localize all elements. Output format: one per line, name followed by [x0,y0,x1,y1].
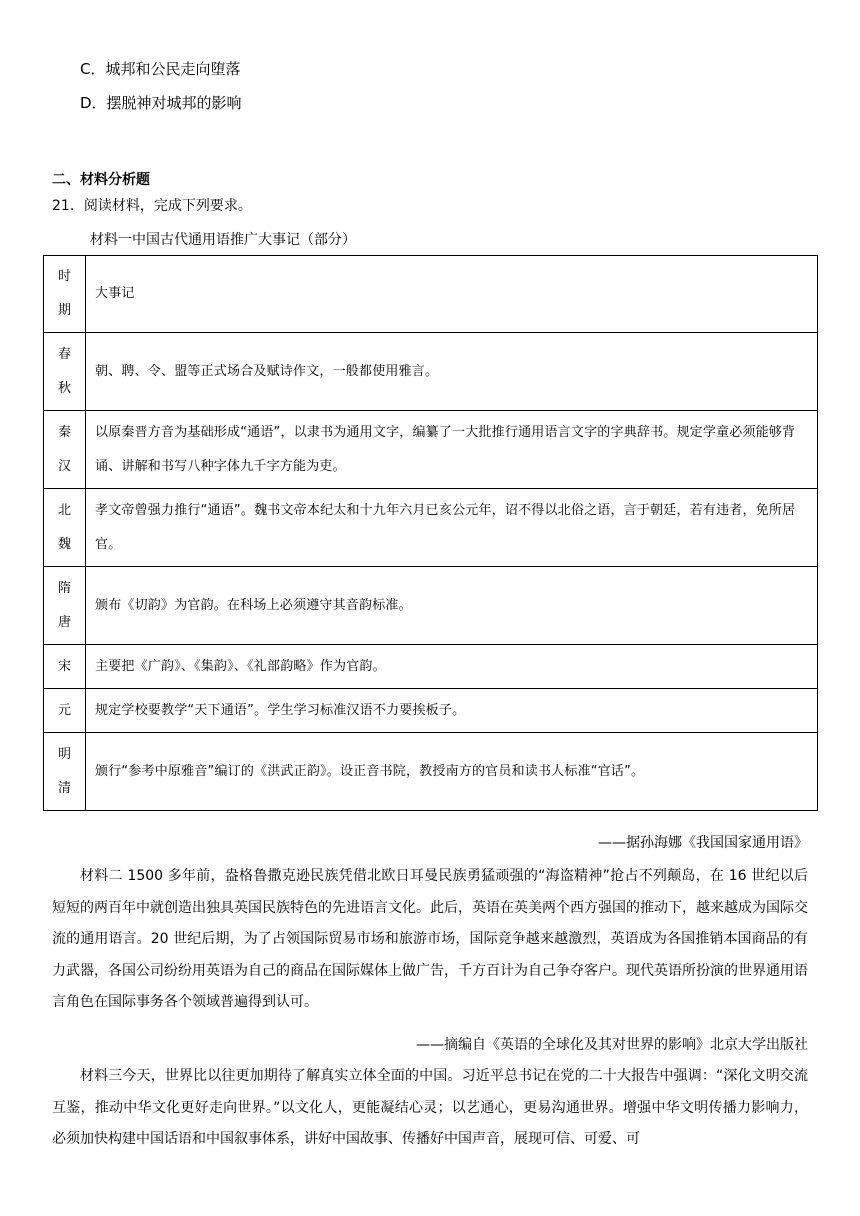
table-row [44,689,818,733]
question-21: 21．阅读材料，完成下列要求。 [52,198,252,214]
material2-text: 材料二 1500 多年前，盎格鲁撒克逊民族凭借北欧日耳曼民族勇猛顽强的“海盗精神”抢占不列颠岛，在 16 世纪以后短短的两百年中就创造出独具英国民族特色的先进语言文化。此后，英语在英美两个西方强国的推动下，越来越成为国际交流的通用语言。20 世纪后期，为了占领国际贸易市场和旅游市场，国际竞争越来越激烈，英语成为各国推销本国商品的有力武器，各国公司纷纷用英语为自己的商品在国际媒体上做广告，千方百计为自己争夺客户。现代英语所扮演的世界通用语言角色在国际事务各个领域普遍得到认可。 [52,868,808,1010]
row-period: 秦汉 [44,411,86,489]
material3-paragraph [52,1061,808,1156]
material2-source: ——摘编自《英语的全球化及其对世界的影响》北京大学出版社 [416,1037,808,1053]
row-period: 隋唐 [44,567,86,645]
header-period: 时期 [44,256,86,333]
row-period: 北魏 [44,489,86,567]
table-row [44,567,818,645]
row-text: 主要把《广韵》、《集韵》、《礼部韵略》作为官韵。 [86,645,818,689]
option-d: D．摆脱神对城邦的影响 [80,94,242,112]
table-row [44,411,818,489]
row-period: 明清 [44,733,86,811]
row-text: 规定学校要教学“天下通语”。学生学习标准汉语不力要挨板子。 [86,689,818,733]
table-row [44,733,818,811]
row-text: 孝文帝曾强力推行“通语”。魏书文帝本纪太和十九年六月已亥公元年，诏不得以北俗之语，言于朝廷，若有违者，免所居官。 [86,489,818,567]
row-period: 春秋 [44,333,86,411]
option-c: C．城邦和公民走向堕落 [80,60,241,78]
row-text: 颁布《切韵》为官韵。在科场上必须遵守其音韵标准。 [86,567,818,645]
table-row [44,333,818,411]
row-text: 以原秦晋方音为基础形成“通语”，以隶书为通用文字，编纂了一大批推行通用语言文字的字典辞书。规定学童必须能够背诵、讲解和书写八种字体九千字方能为吏。 [86,411,818,489]
material1-caption: 材料一中国古代通用语推广大事记（部分） [90,232,356,248]
row-text: 颁行“参考中原雅音”编订的《洪武正韵》。设正音书院，教授南方的官员和读书人标准“官话”。 [86,733,818,811]
material2-paragraph [52,861,808,1019]
row-period: 元 [44,689,86,733]
material1-source: ——据孙海娜《我国国家通用语》 [598,835,808,851]
row-text: 朝、聘、令、盟等正式场合及赋诗作文，一般都使用雅言。 [86,333,818,411]
section-title: 二、材料分析题 [52,172,150,188]
table-row [44,489,818,567]
row-period: 宋 [44,645,86,689]
table-header-row [44,256,818,333]
header-events: 大事记 [86,256,818,333]
table-row [44,645,818,689]
events-table [43,255,818,811]
material3-text: 材料三今天，世界比以往更加期待了解真实立体全面的中国。习近平总书记在党的二十大报告中强调：“深化文明交流互鉴，推动中华文化更好走向世界。”以文化人，更能凝结心灵；以艺通心，更易沟通世界。增强中华文明传播力影响力，必须加快构建中国话语和中国叙事体系，讲好中国故事、传播好中国声音，展现可信、可爱、可 [52,1068,808,1147]
